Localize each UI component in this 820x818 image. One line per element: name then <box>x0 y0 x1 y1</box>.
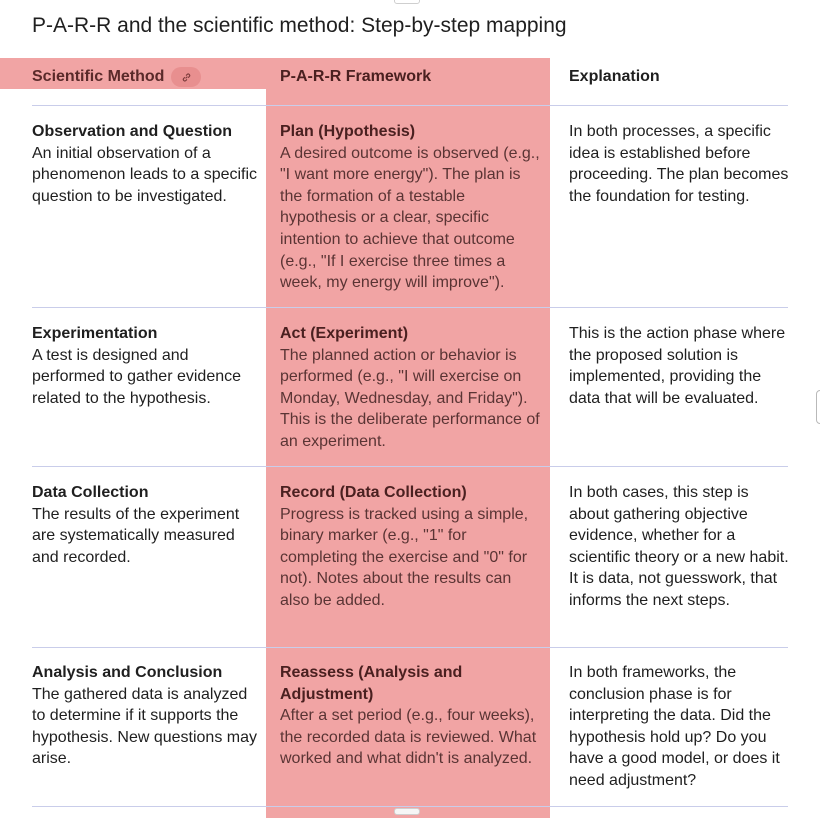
method-desc: A test is designed and performed to gather evidence related to the hypothesis. <box>32 346 242 407</box>
parr-title: Reassess (Analysis and Adjustment) <box>280 664 463 703</box>
header-label: Scientific Method <box>32 68 165 85</box>
parr-title: Plan (Hypothesis) <box>280 123 416 140</box>
header-parr-framework: P-A-R-R Framework <box>280 68 432 85</box>
page-title: P-A-R-R and the scientific method: Step-by-step mapping <box>32 14 567 37</box>
divider <box>32 466 788 467</box>
cell-method <box>32 482 260 568</box>
cell-method <box>32 323 260 409</box>
side-panel-handle[interactable] <box>816 390 820 424</box>
header-explanation: Explanation <box>569 68 660 85</box>
divider <box>32 647 788 648</box>
cell-method <box>32 662 260 770</box>
parr-title: Act (Experiment) <box>280 325 409 342</box>
cell-explanation: In both frameworks, the conclusion phase is for interpreting the data. Did the hypothesis hold up? Do you have a good model, or does it need adjustment? <box>569 664 780 789</box>
cell-explanation: In both processes, a specific idea is established before proceeding. The plan becomes the foundation for testing. <box>569 123 789 205</box>
method-title: Experimentation <box>32 325 158 342</box>
cell-explanation: In both cases, this step is about gathering objective evidence, whether for a scientific theory or a new habit. It is data, not guesswork, that informs the next steps. <box>569 484 789 609</box>
top-drag-handle[interactable] <box>394 0 420 4</box>
link-icon-glyph <box>181 72 192 83</box>
parr-desc: The planned action or behavior is performed (e.g., "I will exercise on Monday, Wednesday, and Friday"). This is the deliberate performance of an experiment. <box>280 346 540 450</box>
method-desc: The gathered data is analyzed to determine if it supports the hypothesis. New questions may arise. <box>32 685 257 768</box>
cell-parr <box>280 662 542 770</box>
parr-desc: Progress is tracked using a simple, binary marker (e.g., "1" for completing the exercise and "0" for not). Notes about the results can also be added. <box>280 505 529 609</box>
parr-desc: A desired outcome is observed (e.g., "I want more energy"). The plan is the formation of a testable hypothesis or a clear, specific intention to achieve that outcome (e.g., "If I exercise three times a week, my energy will improve"). <box>280 144 540 292</box>
parr-desc: After a set period (e.g., four weeks), the recorded data is reviewed. What worked and what didn't is analyzed. <box>280 707 537 768</box>
method-title: Analysis and Conclusion <box>32 664 223 681</box>
cell-parr <box>280 482 542 612</box>
table-header <box>0 58 820 105</box>
method-desc: The results of the experiment are systematically measured and recorded. <box>32 505 240 566</box>
method-desc: An initial observation of a phenomenon leads to a specific question to be investigated. <box>32 144 258 205</box>
method-title: Observation and Question <box>32 123 233 140</box>
link-icon[interactable] <box>171 67 201 87</box>
method-title: Data Collection <box>32 484 149 501</box>
cell-parr <box>280 323 542 453</box>
divider <box>32 105 788 106</box>
divider <box>32 806 788 807</box>
divider <box>32 307 788 308</box>
cell-method <box>32 121 260 207</box>
parr-title: Record (Data Collection) <box>280 484 467 501</box>
cell-explanation: This is the action phase where the proposed solution is implemented, providing the data that will be evaluated. <box>569 325 786 407</box>
header-scientific-method <box>32 67 201 87</box>
cell-parr <box>280 121 542 294</box>
